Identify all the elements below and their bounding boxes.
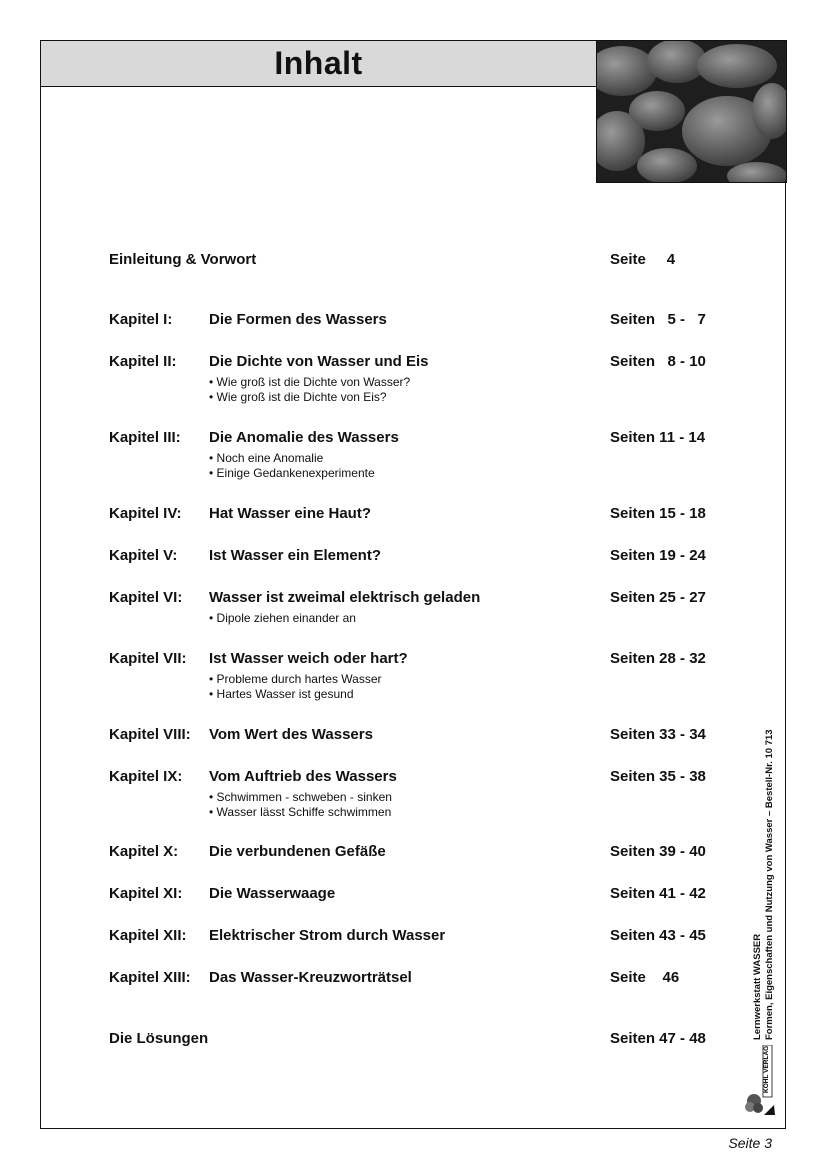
imprint-line-2: Formen, Eigenschaften und Nutzung von Wasser – Bestell-Nr. 10 713 <box>764 729 775 1040</box>
chapter-label: Kapitel I: <box>109 311 173 328</box>
publisher-logo <box>744 1045 780 1117</box>
intro-pages: Seite 4 <box>610 251 676 268</box>
subtopic-item: • Noch eine Anomalie <box>209 451 375 466</box>
chapter-title: Vom Auftrieb des Wassers <box>209 768 397 785</box>
logo-text: KOHL VERLAG <box>763 1045 770 1093</box>
chapter-pages: Seiten 8 - 10 <box>610 353 706 370</box>
chapter-title: Das Wasser-Kreuzworträtsel <box>209 969 412 986</box>
page-title: Inhalt <box>274 45 363 81</box>
chapter-title: Die Formen des Wassers <box>209 311 387 328</box>
page-number: Seite 3 <box>728 1135 772 1151</box>
title-bar <box>40 40 597 87</box>
chapter-label: Kapitel IX: <box>109 768 183 785</box>
page-frame <box>40 40 786 1129</box>
chapter-label: Kapitel VII: <box>109 650 187 667</box>
chapter-subtopics <box>209 672 382 702</box>
chapter-title: Die Wasserwaage <box>209 885 336 902</box>
subtopic-item: • Wie groß ist die Dichte von Wasser? <box>209 375 410 390</box>
subtopic-item: • Schwimmen - schweben - sinken <box>209 790 392 805</box>
chapter-title: Die Dichte von Wasser und Eis <box>209 353 429 370</box>
chapter-pages: Seiten 39 - 40 <box>610 843 706 860</box>
chapter-pages: Seiten 19 - 24 <box>610 547 706 564</box>
chapter-label: Kapitel II: <box>109 353 177 370</box>
chapter-subtopics <box>209 451 375 481</box>
imprint-line-1: Lernwerkstatt WASSER <box>752 933 763 1040</box>
chapter-pages: Seiten 28 - 32 <box>610 650 706 667</box>
intro-title: Einleitung & Vorwort <box>109 251 257 268</box>
chapter-title: Die verbundenen Gefäße <box>209 843 386 860</box>
subtopic-item: • Hartes Wasser ist gesund <box>209 687 382 702</box>
chapter-title: Wasser ist zweimal elektrisch geladen <box>209 589 481 606</box>
chapter-title: Vom Wert des Wassers <box>209 726 373 743</box>
chapter-label: Kapitel XIII: <box>109 969 191 986</box>
chapter-label: Kapitel X: <box>109 843 179 860</box>
chapter-subtopics <box>209 375 410 405</box>
stones-photo <box>596 40 787 183</box>
solutions-title: Die Lösungen <box>109 1030 209 1047</box>
chapter-label: Kapitel III: <box>109 429 181 446</box>
subtopic-item: • Dipole ziehen einander an <box>209 611 356 626</box>
chapter-label: Kapitel IV: <box>109 505 182 522</box>
chapter-title: Ist Wasser ein Element? <box>209 547 382 564</box>
subtopic-item: • Wasser lässt Schiffe schwimmen <box>209 805 392 820</box>
chapter-label: Kapitel VIII: <box>109 726 191 743</box>
chapter-subtopics <box>209 611 356 626</box>
chapter-pages: Seiten 43 - 45 <box>610 927 706 944</box>
chapter-title: Elektrischer Strom durch Wasser <box>209 927 446 944</box>
subtopic-item: • Wie groß ist die Dichte von Eis? <box>209 390 410 405</box>
chapter-pages: Seiten 5 - 7 <box>610 311 706 328</box>
chapter-title: Hat Wasser eine Haut? <box>209 505 371 522</box>
chapter-pages: Seiten 25 - 27 <box>610 589 706 606</box>
chapter-pages: Seiten 33 - 34 <box>610 726 706 743</box>
subtopic-item: • Einige Gedankenexperimente <box>209 466 375 481</box>
chapter-title: Ist Wasser weich oder hart? <box>209 650 408 667</box>
chapter-label: Kapitel VI: <box>109 589 183 606</box>
chapter-pages: Seiten 15 - 18 <box>610 505 706 522</box>
chapter-pages: Seiten 41 - 42 <box>610 885 706 902</box>
chapter-label: Kapitel XI: <box>109 885 183 902</box>
chapter-title: Die Anomalie des Wassers <box>209 429 399 446</box>
chapter-label: Kapitel XII: <box>109 927 187 944</box>
side-imprint <box>742 700 787 1060</box>
solutions-pages: Seiten 47 - 48 <box>610 1030 706 1047</box>
subtopic-item: • Probleme durch hartes Wasser <box>209 672 382 687</box>
chapter-pages: Seite 46 <box>610 969 680 986</box>
chapter-pages: Seiten 35 - 38 <box>610 768 706 785</box>
chapter-subtopics <box>209 790 392 820</box>
chapter-pages: Seiten 11 - 14 <box>610 429 706 446</box>
chapter-label: Kapitel V: <box>109 547 178 564</box>
